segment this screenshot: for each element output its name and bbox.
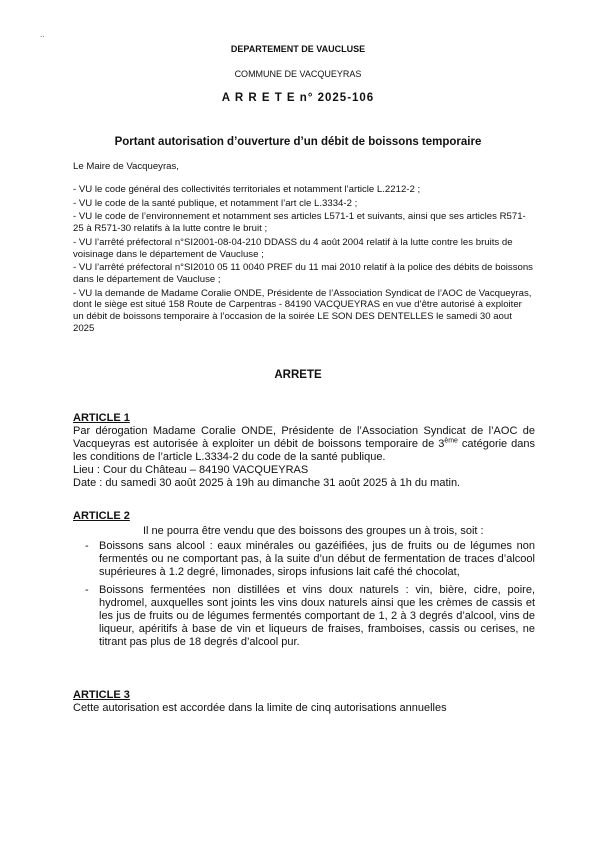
decree-purpose: Portant autorisation d’ouverture d’un débit de boissons temporaire xyxy=(114,136,482,148)
article-3-heading: ARTICLE 3 xyxy=(73,689,130,701)
article-3 xyxy=(73,689,535,715)
vu-item: - VU le code général des collectivités territoriales et notamment l’article L.2212-2 ; xyxy=(73,184,421,195)
article-1 xyxy=(73,412,535,490)
ordinal-superscript: ème xyxy=(444,437,458,445)
article-1-date: Date : du samedi 30 août 2025 à 19h au dimanche 31 août 2025 à 1h du matin. xyxy=(73,477,461,489)
article-1-text-a: Par dérogation Madame Coralie ONDE, Présidente de l’Association Syndicat de l’AOC de Vacqueyras est autorisée à exploiter un débit de boissons temporaire de 3 xyxy=(73,425,535,450)
bullet-dash: - xyxy=(85,584,89,596)
list-item-text: Boissons sans alcool : eaux minérales ou gazéifiées, jus de fruits ou de légumes non fermentés ou ne comportant pas, à la suite d’un début de fermentation de traces d’alcool supérieures à 1.2 degré, limonades, sirops infusions lait café thé chocolat, xyxy=(99,540,535,578)
arrete-number: A R R E T E n° 2025-106 xyxy=(221,92,375,104)
vu-item: - VU la demande de Madame Coralie ONDE, Présidente de l’Association Syndicat de l’AOC de Vacqueyras, dont le siège est situé 158 Route de Carpentras - 84190 VACQUEYRAS en vue d’être autorisé à exploiter un débit de boissons temporaire à l’occasion de la soirée LE SON DES DENTELLES le samedi 30 aout 2025 xyxy=(73,287,532,334)
article-1-heading: ARTICLE 1 xyxy=(73,412,130,424)
list-item xyxy=(85,540,535,579)
vu-item: - VU l’arrêté préfectoral n°SI2001-08-04-210 DDASS du 4 août 2004 relatif à la lutte contre les bruits de voisinage dans le département de Vaucluse ; xyxy=(73,236,513,260)
article-2-heading: ARTICLE 2 xyxy=(73,510,130,522)
commune-heading: COMMUNE DE VACQUEYRAS xyxy=(234,69,362,79)
article-3-body: Cette autorisation est accordée dans la limite de cinq autorisations annuelles xyxy=(73,702,447,714)
departement-heading: DEPARTEMENT DE VAUCLUSE xyxy=(230,44,366,54)
scan-artifact: .. xyxy=(40,30,45,39)
vu-item: - VU l’arrêté préfectoral n°SI2010 05 11 0040 PREF du 11 mai 2010 relatif à la police des débits de boissons dans le département de Vaucluse ; xyxy=(73,262,533,285)
maire-line: Le Maire de Vacqueyras, xyxy=(73,161,179,172)
vu-item: - VU le code de l’environnement et notamment ses articles L571-1 et suivants, ainsi que ses articles R571-25 à R571-30 relatifs à la lutte contre le bruit ; xyxy=(73,211,526,235)
article-2 xyxy=(73,510,535,654)
bullet-dash: - xyxy=(85,540,89,552)
beverage-group-list xyxy=(73,540,535,649)
vu-list xyxy=(73,184,533,336)
vu-item: - VU le code de la santé publique, et notamment l’art cle L.3334-2 ; xyxy=(73,197,358,209)
article-2-intro: Il ne pourra être vendu que des boissons des groupes un à trois, soit : xyxy=(143,525,484,537)
article-1-text-b: catégorie dans les conditions de l’article L.3334-2 du code de la santé publique. xyxy=(73,438,535,463)
arrete-section-title: ARRETE xyxy=(274,369,322,381)
article-1-body xyxy=(73,425,535,464)
article-1-lieu: Lieu : Cour du Château – 84190 VACQUEYRAS xyxy=(73,464,309,476)
list-item xyxy=(85,584,535,649)
list-item-text: Boissons fermentées non distillées et vins doux naturels : vin, bière, cidre, poire, hydromel, auxquelles sont joints les vins doux naturels ainsi que les crèmes de cassis et les jus de fruits ou de légumes fermentés comportant de 1, 2 à 3 degrés d’alcool, vins de liqueur, apéritifs à base de vin et liqueurs de fraises, framboises, cassis ou cerises, ne titrant pas plus de 18 degrés d’alcool pur. xyxy=(99,584,535,648)
